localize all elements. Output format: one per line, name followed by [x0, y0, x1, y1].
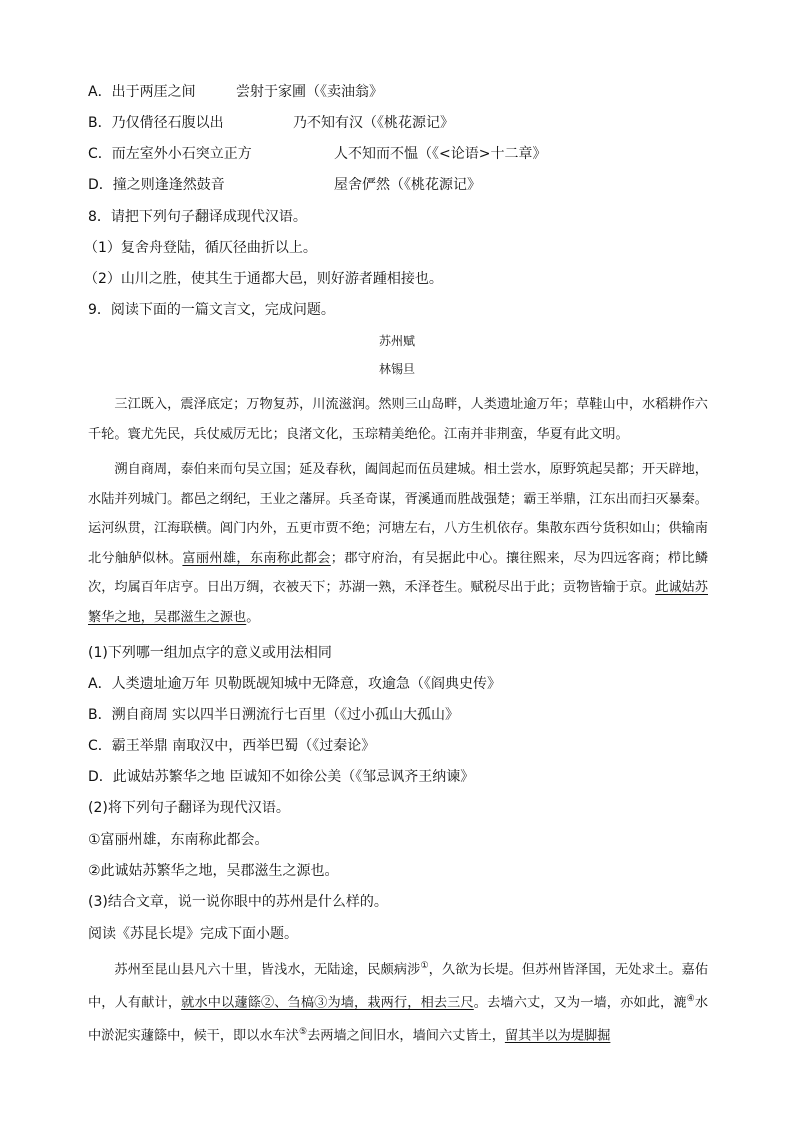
q7-option-b-right: 乃不知有汉（《桃花源记》 [293, 115, 454, 131]
essay-paragraph-1: 三江既入，震泽底定；万物复苏，川流滋润。然则三山岛畔，人类遗址逾万年；草鞋山中，水稻耕作六千轮。寰尤先民，兵仗威厉无比；良渚文化，玉琮精美绝伦。江南并非荆蛮，华夏有此文明。 [88, 397, 708, 442]
q7-option-a [88, 82, 383, 102]
footnote-mark-4: ④ [686, 993, 695, 1004]
q9-sub1-title: (1)下列哪一组加点字的意义或用法相同 [88, 645, 332, 661]
q7-option-a-left: A．出于两厓之间 [88, 84, 196, 100]
q8-sentence-1: （1）复舍舟登陆，循仄径曲折以上。 [84, 240, 317, 256]
reading-2-paragraph [88, 952, 708, 1051]
underlined-sentence-1: 富丽州雄，东南称此都会 [182, 550, 331, 566]
reading-2-part-b: ，久欲为长堤。但苏州皆泽国，无处求土。嘉佑中，人有献计， [88, 962, 709, 1011]
essay-paragraph-2-part-a: 溯自商周，泰伯来而句吴立国；延及春秋，阖闾起而伍员建城。相土尝水，原野筑起吴都；开天辟地，水陆并列城门。都邑之纲纪，王业之藩屏。兵圣奇谋，胥溪通而胜战强楚；霸王举鼎，江东出而扫灭暴秦。运河纵贯，江海联横。阊门内外，五更市贾不绝；河塘左右，八方生机依存。集散东西兮货积如山；供输南北兮舳舻似林。 [88, 462, 708, 566]
q8-sentence-2: （2）山川之胜，使其生于通都大邑，则好游者踵相接也。 [84, 271, 443, 287]
q8-title: 8．请把下列句子翻译成现代汉语。 [88, 209, 307, 225]
q7-option-d-right: 屋舍俨然（《桃花源记》 [334, 177, 481, 193]
q7-option-a-right: 尝射于家圃（《卖油翁》 [236, 84, 383, 100]
q9-sub1-option-d: D．此诚姑苏繁华之地 臣诚知不如徐公美（《邹忌讽齐王纳谏》 [88, 769, 475, 785]
reading-2-part-d: 水中淤泥实蘧篨中，候干，即以水车汱 [88, 995, 708, 1044]
reading-2-underlined-2: 留其半以为堤脚掘 [504, 1028, 611, 1044]
q9-sub1-option-c: C．霸王举鼎 南取汉中，西举巴蜀（《过秦论》 [88, 738, 376, 754]
footnote-mark-1: ① [420, 961, 429, 971]
q9-title: 9．阅读下面的一篇文言文，完成问题。 [88, 302, 335, 318]
footnote-mark-5: ⑤ [299, 1026, 308, 1037]
q9-sub2-item-1: ①富丽州雄，东南称此都会。 [88, 832, 269, 848]
q9-sub1-option-a: A．人类遗址逾万年 贝勒既觇知城中无降意，攻逾急（《阎典史传》 [88, 676, 502, 692]
reading-2-part-c: 。去墙六丈，又为一墙，亦如此，漉 [473, 995, 687, 1011]
q9-sub3-title: (3)结合文章，说一说你眼中的苏州是什么样的。 [88, 894, 388, 910]
q7-option-b-left: B．乃仅偝径石腹以出 [88, 115, 224, 131]
reading-2-underlined-1: 就水中以蘧篨②、刍槁③为墙，栽两行，相去三尺 [181, 995, 474, 1011]
essay-paragraph-2-part-c: 。 [246, 609, 260, 625]
reading-2-part-a: 苏州至昆山县凡六十里，皆浅水，无陆途，民颇病涉 [114, 962, 421, 978]
q7-option-c-left: C．而左室外小石突立正方 [88, 146, 252, 162]
q9-sub2-title: (2)将下列句子翻译为现代汉语。 [88, 800, 290, 816]
q7-option-c-right: 人不知而不愠（《<论语>十二章》 [334, 146, 547, 162]
essay-author: 林锡旦 [378, 362, 415, 376]
q7-option-b [88, 113, 454, 133]
essay-paragraph-2-part-b: ；郡守府治，有吴据此中心。攘往熙来，尽为四远客商；栉比鳞次，均属百年店亨。日出万绸，衣被天下；苏湖一熟，禾泽苍生。赋税尽出于此；贡物皆输于京。 [88, 550, 709, 595]
q7-option-d [88, 175, 481, 195]
essay-paragraph-2 [88, 455, 708, 632]
reading-2-part-e: 去两墙之间旧水，墙间六丈皆土， [307, 1028, 505, 1044]
q7-option-d-left: D．撞之则逢逢然鼓音 [88, 177, 225, 193]
reading-2-intro: 阅读《苏昆长堤》完成下面小题。 [88, 926, 298, 942]
essay-title: 苏州赋 [378, 334, 415, 348]
q7-option-c [88, 144, 547, 164]
underlined-sentence-2: 此诚姑苏繁华之地，吴郡滋生之源也 [88, 580, 708, 625]
q9-sub2-item-2: ②此诚姑苏繁华之地，吴郡滋生之源也。 [88, 863, 339, 879]
q9-sub1-option-b: B．溯自商周 实以四半日溯流行七百里（《过小孤山大孤山》 [88, 707, 460, 723]
